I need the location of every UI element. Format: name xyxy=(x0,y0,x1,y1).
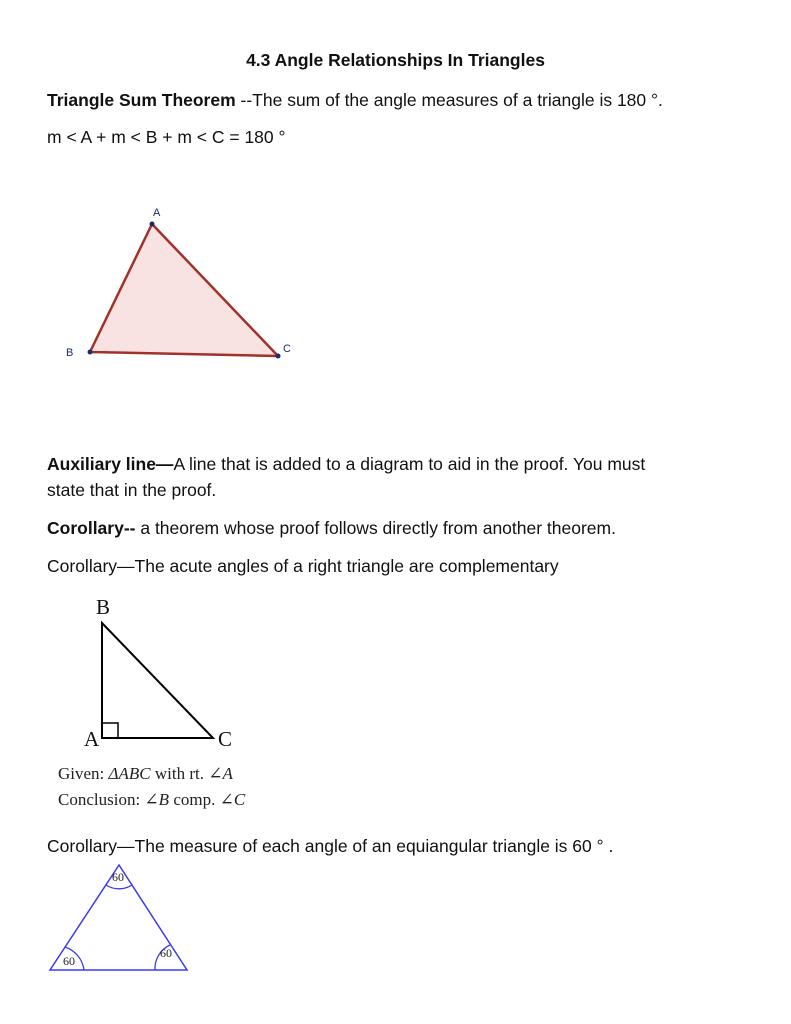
vertex-b-label: B xyxy=(96,595,111,619)
triangle-sum-text: --The sum of the angle measures of a triangle is 180 °. xyxy=(235,90,663,110)
corollary-text: a theorem whose proof follows directly from another theorem. xyxy=(135,518,616,538)
page-title: 4.3 Angle Relationships In Triangles xyxy=(246,50,545,70)
angle-label-top: 60 xyxy=(112,870,124,884)
vertex-b-label: B xyxy=(66,347,74,359)
corollary-equiangular: Corollary—The measure of each angle of an equiangular triangle is 60 ° . xyxy=(47,836,614,856)
vertex-c-label: C xyxy=(283,343,291,355)
given-statement: Given: ΔABC with rt. ∠A xyxy=(58,764,233,783)
auxiliary-term: Auxiliary line— xyxy=(47,454,174,474)
angle-arc-top xyxy=(106,885,132,889)
vertex-c-label: C xyxy=(218,727,233,751)
corollary-right-triangle: Corollary—The acute angles of a right triangle are complementary xyxy=(47,556,559,576)
conclusion-statement: Conclusion: ∠B comp. ∠C xyxy=(58,790,246,809)
triangle-sum-equation: m < A + m < B + m < C = 180 ° xyxy=(47,127,286,147)
angle-label-right: 60 xyxy=(160,946,172,960)
angle-label-left: 60 xyxy=(63,954,75,968)
triangle-sum-term: Triangle Sum Theorem xyxy=(47,90,236,110)
auxiliary-text-line1: A line that is added to a diagram to aid in the proof. You must xyxy=(173,454,646,474)
vertex-a-label: A xyxy=(153,207,161,219)
auxiliary-text-line2: state that in the proof. xyxy=(47,480,217,500)
corollary-term: Corollary-- xyxy=(47,518,136,538)
vertex-a-label: A xyxy=(84,727,100,751)
